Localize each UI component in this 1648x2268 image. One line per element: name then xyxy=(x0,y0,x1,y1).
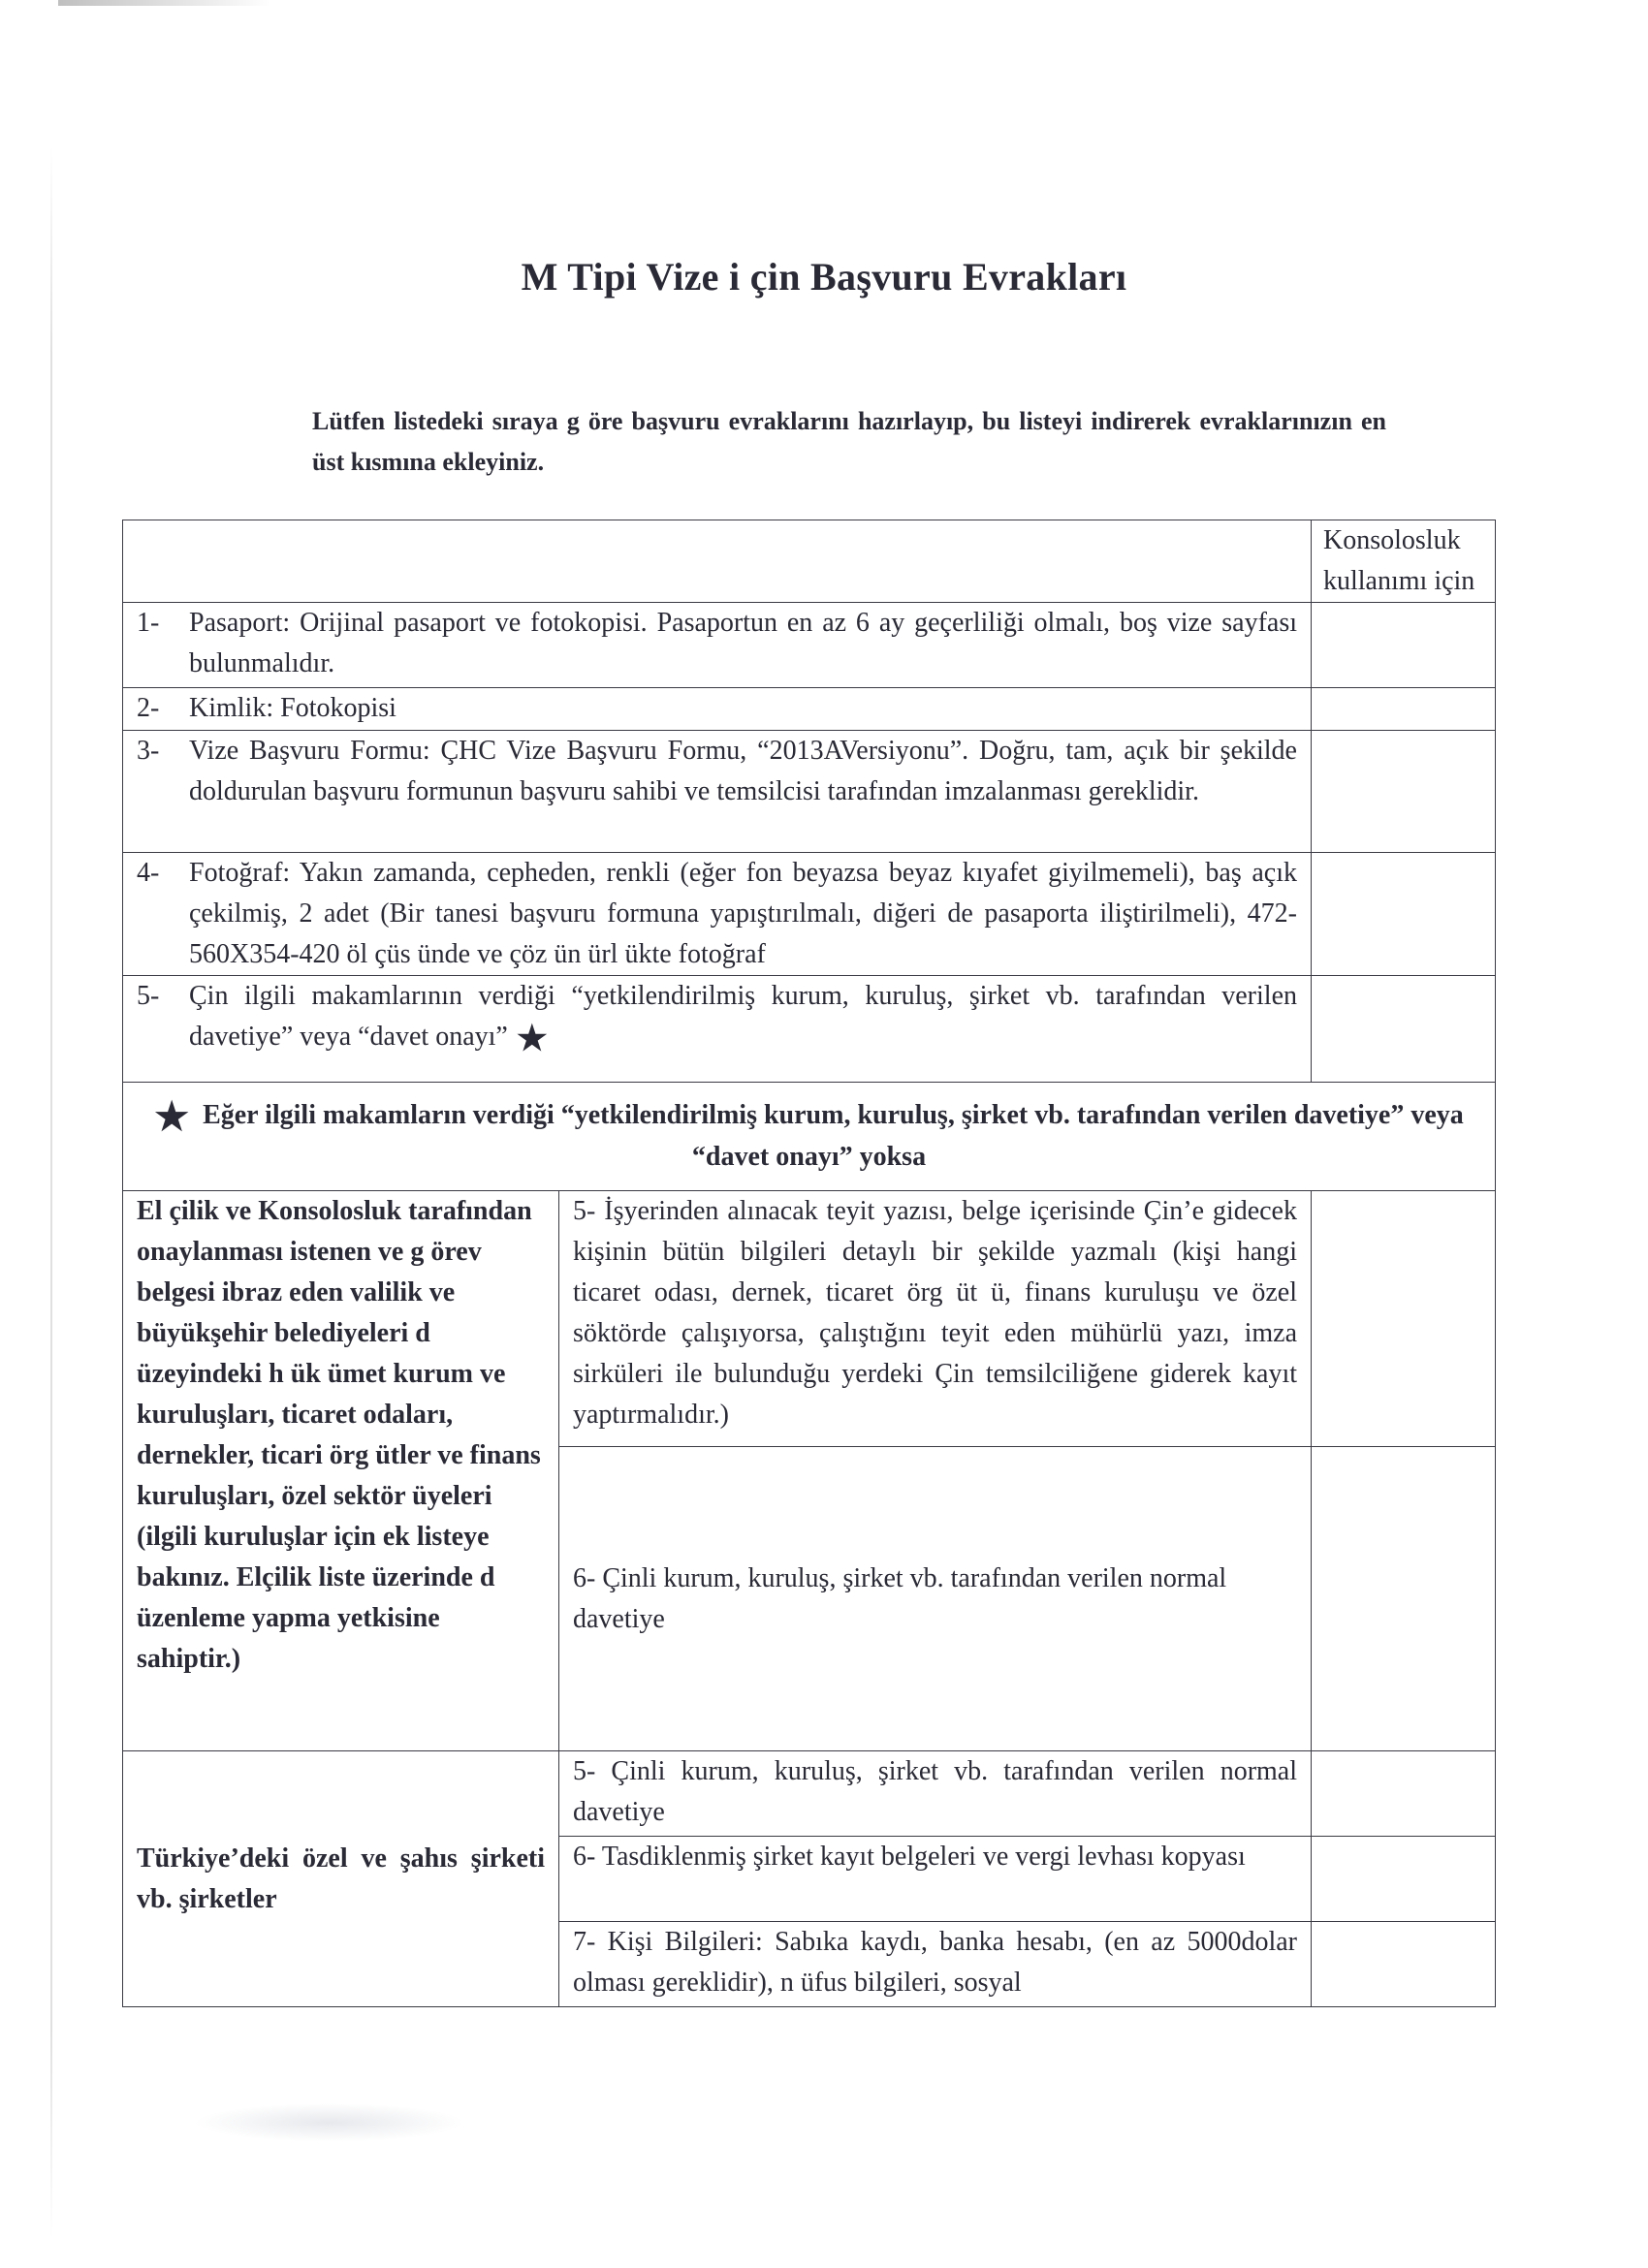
star-note-text: Eğer ilgili makamların verdiği “yetkilendirilmiş kurum, kuruluş, şirket vb. tarafından verilen davetiye” veya “davet onayı” yoksa xyxy=(203,1099,1464,1173)
group2-label: Türkiye’deki özel ve şahıs şirketi vb. şirketler xyxy=(123,1751,559,2007)
item-number: 3- xyxy=(137,736,160,766)
requirement-cell xyxy=(123,853,1312,976)
consulate-use-header: Konsolosluk kullanımı için xyxy=(1312,520,1496,603)
group2-item-text: 5- Çinli kurum, kuruluş, şirket vb. tarafından verilen normal davetiye xyxy=(559,1751,1312,1837)
consulate-check-cell xyxy=(1312,1191,1496,1447)
item-text: Kimlik: Fotokopisi xyxy=(189,693,396,723)
star-icon: ★ xyxy=(514,1016,550,1060)
table-row xyxy=(123,603,1496,688)
header-empty-cell xyxy=(123,520,1312,603)
item-number: 4- xyxy=(137,858,160,888)
group2-item-text: 7- Kişi Bilgileri: Sabıka kaydı, banka hesabı, (en az 5000dolar olması gereklidir), n üfus bilgileri, sosyal xyxy=(559,1922,1312,2007)
star-note-cell xyxy=(123,1083,1496,1191)
requirement-cell xyxy=(123,603,1312,688)
item-text: Vize Başvuru Formu: ÇHC Vize Başvuru Formu, “2013AVersiyonu”. Doğru, tam, açık bir şekilde doldurulan başvuru formunun başvuru sahibi ve temsilcisi tarafından imzalanması gereklidir. xyxy=(189,736,1297,806)
consulate-check-cell xyxy=(1312,1751,1496,1837)
table-header-row xyxy=(123,520,1496,603)
scan-corner-shadow xyxy=(58,0,271,6)
star-icon: ★ xyxy=(154,1094,190,1139)
scan-smudge xyxy=(194,2103,465,2142)
requirement-cell xyxy=(123,688,1312,731)
intro-paragraph: Lütfen listedeki sıraya g öre başvuru evraklarını hazırlayıp, bu listeyi indirerek evraklarınızın en üst kısmına ekleyiniz. xyxy=(312,407,1386,476)
scan-page-edge xyxy=(50,145,52,2239)
item-number: 2- xyxy=(137,693,160,723)
requirement-cell xyxy=(123,731,1312,853)
group1-item-text: 5- İşyerinden alınacak teyit yazısı, belge içerisinde Çin’e gidecek kişinin bütün bilgileri detaylı bir şekilde yazmalı (kişi hangi ticaret odası, dernek, ticaret örg üt ü, finans kuruluşu ve özel söktörde çalışıyorsa, çalıştığını teyit eden mühürlü yazı, imza sirküleri ile bulunduğu yerdeki Çin temsilciliğene giderek kayıt yaptırmalıdır.) xyxy=(559,1191,1312,1447)
item-text: Fotoğraf: Yakın zamanda, cepheden, renkli (eğer fon beyazsa beyaz kıyafet giyilmemeli), baş açık çekilmiş, 2 adet (Bir tanesi başvuru formuna yapıştırılmalı, diğeri de pasaporta iliştirilmeli), 472-560X354-420 öl çüs ünde ve çöz ün ürl ükte fotoğraf xyxy=(189,858,1297,969)
item-text-wrap xyxy=(189,976,1297,1059)
consulate-check-cell xyxy=(1312,603,1496,688)
star-note-row xyxy=(123,1083,1496,1191)
item-number: 5- xyxy=(137,981,160,1011)
consulate-check-cell xyxy=(1312,1447,1496,1751)
item-text: Pasaport: Orijinal pasaport ve fotokopisi. Pasaportun en az 6 ay geçerliliği olmalı, boş vize sayfası bulunmalıdır. xyxy=(189,608,1297,678)
group1-label: El çilik ve Konsolosluk tarafından onaylanması istenen ve g örev belgesi ibraz eden valilik ve büyükşehir belediyeleri d üzeyindeki h ük ümet kurum ve kuruluşları, ticaret odaları, dernekler, ticari örg ütler ve finans kuruluşları, özel sektör üyeleri (ilgili kuruluşlar için ek listeye bakınız. Elçilik liste üzerinde d üzenleme yapma yetkisine sahiptir.) xyxy=(123,1191,559,1751)
table-row xyxy=(123,1191,1496,1447)
requirements-table xyxy=(122,520,1496,2007)
document-title: M Tipi Vize i çin Başvuru Evrakları xyxy=(521,255,1127,299)
item-text: Çin ilgili makamlarının verdiği “yetkilendirilmiş kurum, kuruluş, şirket vb. tarafından verilen davetiye” veya “davet onayı” xyxy=(189,981,1297,1052)
table-row xyxy=(123,731,1496,853)
item-number: 1- xyxy=(137,608,160,638)
table-row xyxy=(123,1751,1496,1837)
table-row xyxy=(123,853,1496,976)
consulate-check-cell xyxy=(1312,1837,1496,1922)
table-row xyxy=(123,688,1496,731)
table-row xyxy=(123,976,1496,1083)
consulate-check-cell xyxy=(1312,1922,1496,2007)
consulate-check-cell xyxy=(1312,731,1496,853)
consulate-check-cell xyxy=(1312,688,1496,731)
requirement-cell xyxy=(123,976,1312,1083)
consulate-check-cell xyxy=(1312,976,1496,1083)
consulate-check-cell xyxy=(1312,853,1496,976)
group1-item-text: 6- Çinli kurum, kuruluş, şirket vb. tarafından verilen normal davetiye xyxy=(559,1447,1312,1751)
group2-item-text: 6- Tasdiklenmiş şirket kayıt belgeleri ve vergi levhası kopyası xyxy=(559,1837,1312,1922)
